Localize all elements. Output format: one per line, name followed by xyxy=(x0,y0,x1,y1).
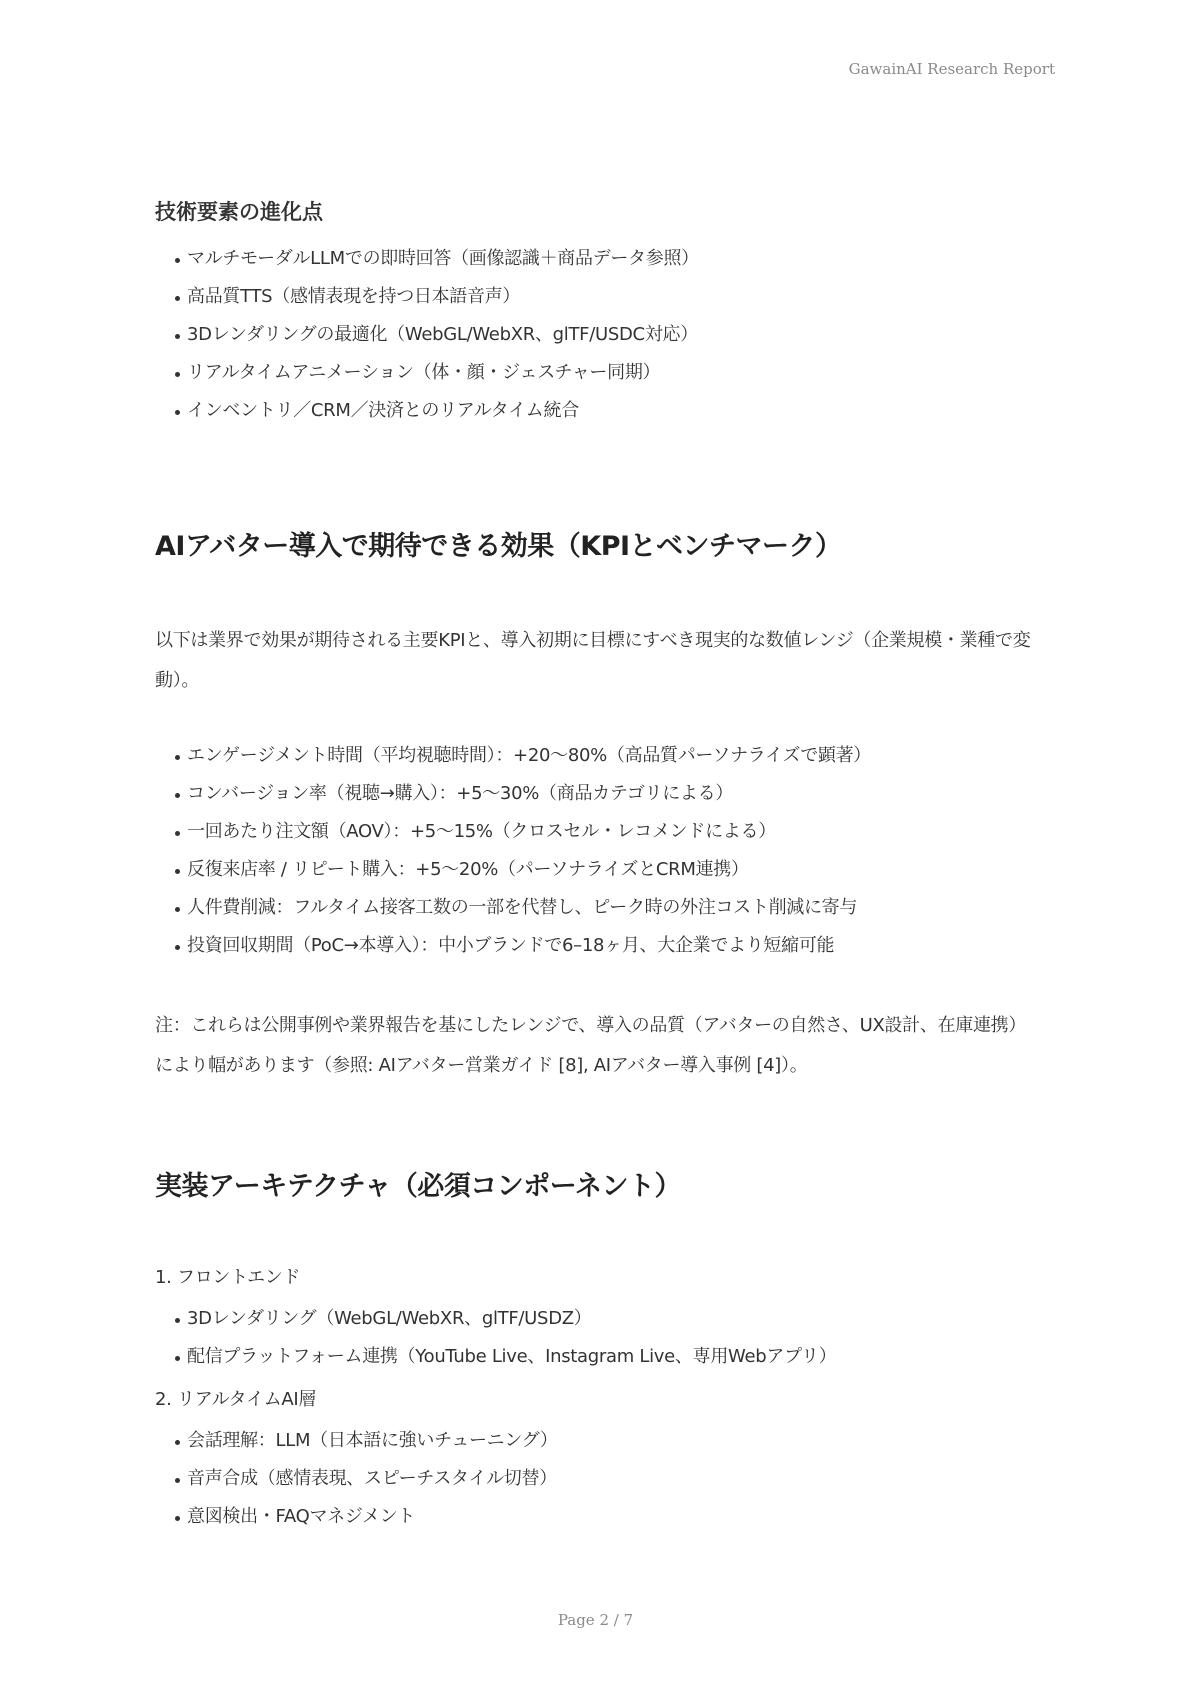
kpi-note-paragraph: 注：これらは公開事例や業界報告を基にしたレンジで、導入の品質（アバターの自然さ、UX設計、在庫連携）により幅があります（参照: AIアバター営業ガイド [8], AIアバター導入事例 [4]）。 xyxy=(155,1015,1027,1076)
frontend-list xyxy=(175,1300,836,1376)
list-item: エンゲージメント時間（平均視聴時間）：+20〜80%（高品質パーソナライズで顕著） xyxy=(175,737,871,775)
list-item: インベントリ／CRM／決済とのリアルタイム統合 xyxy=(175,392,699,430)
list-item: マルチモーダルLLMでの即時回答（画像認識＋商品データ参照） xyxy=(175,240,699,278)
kpi-list xyxy=(175,737,871,965)
list-item: 反復来店率 / リピート購入：+5〜20%（パーソナライズとCRM連携） xyxy=(175,851,871,889)
running-header: GawainAI Research Report xyxy=(848,60,1055,78)
ordered-item-frontend: 1. フロントエンド xyxy=(155,1267,301,1288)
list-item: リアルタイムアニメーション（体・顔・ジェスチャー同期） xyxy=(175,354,699,392)
page-number: Page 2 / 7 xyxy=(557,1611,634,1629)
list-item: 3Dレンダリング（WebGL/WebXR、glTF/USDZ） xyxy=(175,1300,836,1338)
section-heading-architecture: 実装アーキテクチャ（必須コンポーネント） xyxy=(155,1171,681,1202)
tech-evolution-list xyxy=(175,240,699,430)
list-item: コンバージョン率（視聴→購入）：+5〜30%（商品カテゴリによる） xyxy=(175,775,871,813)
ordered-item-realtime-ai: 2. リアルタイムAI層 xyxy=(155,1389,317,1410)
realtime-ai-list xyxy=(175,1422,558,1536)
section-heading-tech-evolution: 技術要素の進化点 xyxy=(155,200,323,224)
list-item: 3Dレンダリングの最適化（WebGL/WebXR、glTF/USDC対応） xyxy=(175,316,699,354)
list-item: 配信プラットフォーム連携（YouTube Live、Instagram Live、専用Webアプリ） xyxy=(175,1338,836,1376)
list-item: 音声合成（感情表現、スピーチスタイル切替） xyxy=(175,1460,558,1498)
list-item: 意図検出・FAQマネジメント xyxy=(175,1498,558,1536)
list-item: 一回あたり注文額（AOV）：+5〜15%（クロスセル・レコメンドによる） xyxy=(175,813,871,851)
section-heading-kpi: AIアバター導入で期待できる効果（KPIとベンチマーク） xyxy=(155,531,842,562)
list-item: 高品質TTS（感情表現を持つ日本語音声） xyxy=(175,278,699,316)
kpi-intro-paragraph: 以下は業界で効果が期待される主要KPIと、導入初期に目標にすべき現実的な数値レンジ（企業規模・業種で変動）。 xyxy=(155,630,1031,691)
list-item: 投資回収期間（PoC→本導入）：中小ブランドで6–18ヶ月、大企業でより短縮可能 xyxy=(175,927,871,965)
list-item: 人件費削減：フルタイム接客工数の一部を代替し、ピーク時の外注コスト削減に寄与 xyxy=(175,889,871,927)
list-item: 会話理解：LLM（日本語に強いチューニング） xyxy=(175,1422,558,1460)
